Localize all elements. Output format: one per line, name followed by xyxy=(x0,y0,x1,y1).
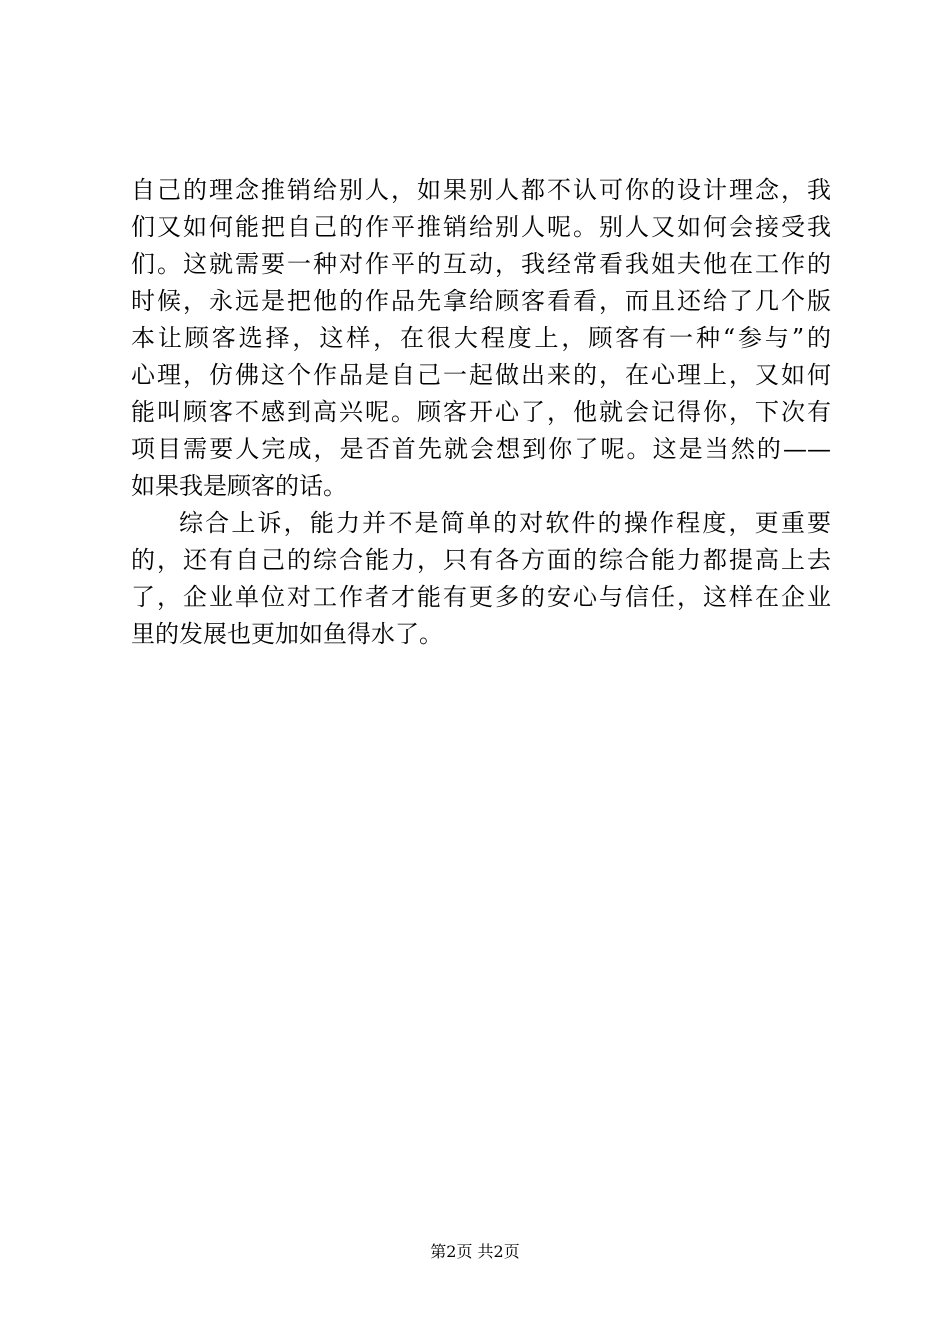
paragraph-line: 自己的理念推销给别人，如果别人都不认可你的设计理念，我 xyxy=(131,176,831,204)
paragraph-line: 们又如何能把自己的作平推销给别人呢。别人又如何会接受我 xyxy=(131,213,831,241)
paragraph-1 xyxy=(131,172,831,505)
paragraph-line: 综合上诉，能力并不是简单的对软件的操作程度，更重要 xyxy=(179,509,831,537)
paragraph-line: 的，还有自己的综合能力，只有各方面的综合能力都提高上去 xyxy=(131,546,831,574)
page-number-footer: 第2页 共2页 xyxy=(430,1242,520,1261)
paragraph-line: 里的发展也更加如鱼得水了。 xyxy=(131,620,443,648)
paragraph-line: 了，企业单位对工作者才能有更多的安心与信任，这样在企业 xyxy=(131,583,831,611)
paragraph-2 xyxy=(131,505,831,653)
paragraph-line: 心理，仿佛这个作品是自己一起做出来的，在心理上，又如何 xyxy=(131,361,831,389)
paragraph-line: 们。这就需要一种对作平的互动，我经常看我姐夫他在工作的 xyxy=(131,250,831,278)
paragraph-line: 项目需要人完成，是否首先就会想到你了呢。这是当然的—— xyxy=(131,435,831,463)
paragraph-line: 如果我是顾客的话。 xyxy=(131,472,347,500)
paragraph-line: 本让顾客选择，这样，在很大程度上，顾客有一种“参与”的 xyxy=(131,324,831,352)
paragraph-line: 时候，永远是把他的作品先拿给顾客看看，而且还给了几个版 xyxy=(131,287,831,315)
document-body xyxy=(131,172,831,653)
paragraph-line: 能叫顾客不感到高兴呢。顾客开心了，他就会记得你，下次有 xyxy=(131,398,831,426)
